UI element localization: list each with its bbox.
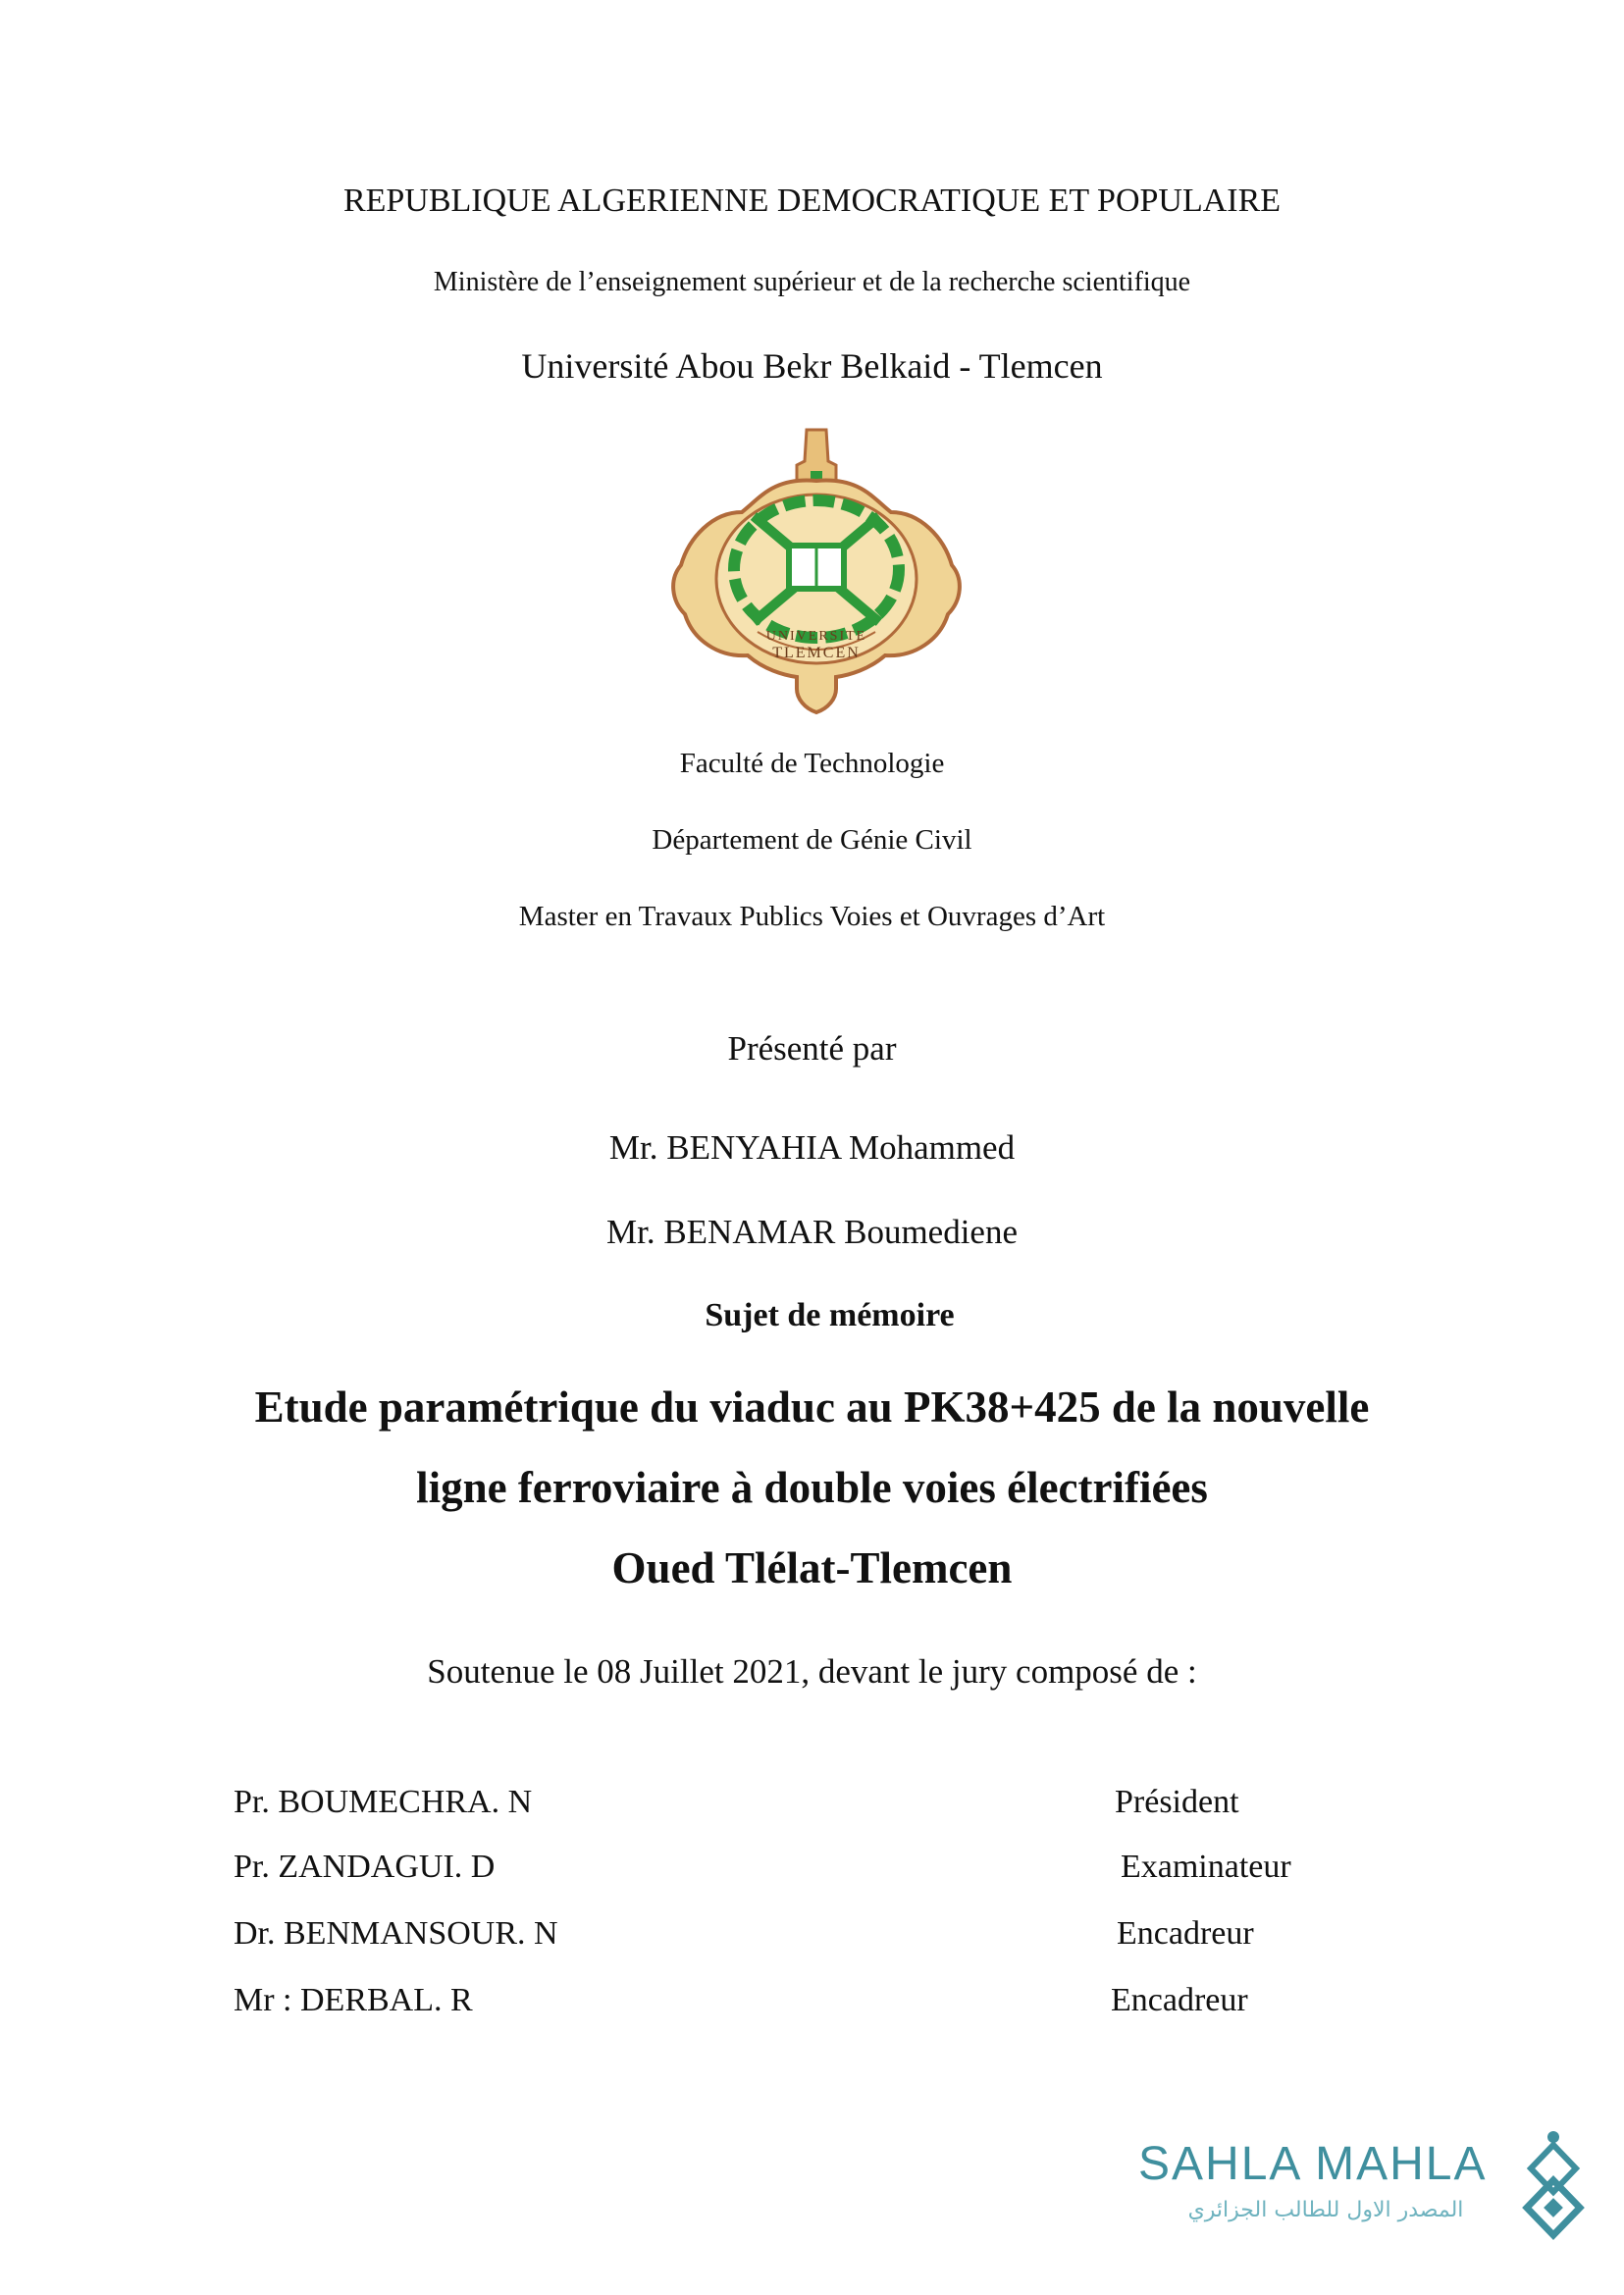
subject-label: Sujet de mémoire (705, 1297, 955, 1333)
university-name: Université Abou Bekr Belkaid - Tlemcen (521, 346, 1103, 386)
sahla-mahla-watermark (1138, 2129, 1590, 2247)
watermark-tagline: المصدر الاول للطالب الجزائري (1187, 2198, 1464, 2222)
svg-text:UNIVERSITE: UNIVERSITE (765, 629, 867, 644)
jury-member-role: Encadreur (1111, 1982, 1248, 2018)
jury-member-name: Dr. BENMANSOUR. N (234, 1915, 558, 1952)
defense-date-line: Soutenue le 08 Juillet 2021, devant le jury composé de : (427, 1652, 1197, 1691)
presented-by-label: Présenté par (727, 1029, 897, 1068)
department-line: Département de Génie Civil (652, 824, 972, 856)
master-line: Master en Travaux Publics Voies et Ouvrages d’Art (518, 901, 1106, 932)
author-2: Mr. BENAMAR Boumediene (605, 1213, 1018, 1251)
watermark-brand-text: SAHLA MAHLA (1138, 2138, 1488, 2190)
author-1: Mr. BENYAHIA Mohammed (608, 1128, 1016, 1167)
thesis-title-line-1: Etude paramétrique du viaduc au PK38+425 de la nouvelle (254, 1382, 1370, 1432)
faculty-line: Faculté de Technologie (679, 748, 945, 779)
jury-member-name: Pr. ZANDAGUI. D (234, 1849, 496, 1885)
jury-member-role: Examinateur (1121, 1849, 1291, 1885)
jury-member-role: Président (1115, 1784, 1239, 1820)
ministry-line: Ministère de l’enseignement supérieur et de la recherche scientifique (433, 267, 1191, 297)
jury-member-role: Encadreur (1117, 1915, 1254, 1952)
republic-heading: REPUBLIQUE ALGERIENNE DEMOCRATIQUE ET POPULAIRE (342, 183, 1282, 219)
jury-member-name: Pr. BOUMECHRA. N (234, 1784, 533, 1820)
watermark-emblem-icon (1519, 2129, 1588, 2245)
university-logo (663, 422, 969, 716)
jury-member-name: Mr : DERBAL. R (234, 1982, 473, 2018)
svg-text:TLEMCEN: TLEMCEN (772, 645, 861, 661)
thesis-title-line-2: ligne ferroviaire à double voies électrifiées (416, 1463, 1208, 1512)
thesis-title-line-3: Oued Tlélat-Tlemcen (611, 1543, 1013, 1592)
